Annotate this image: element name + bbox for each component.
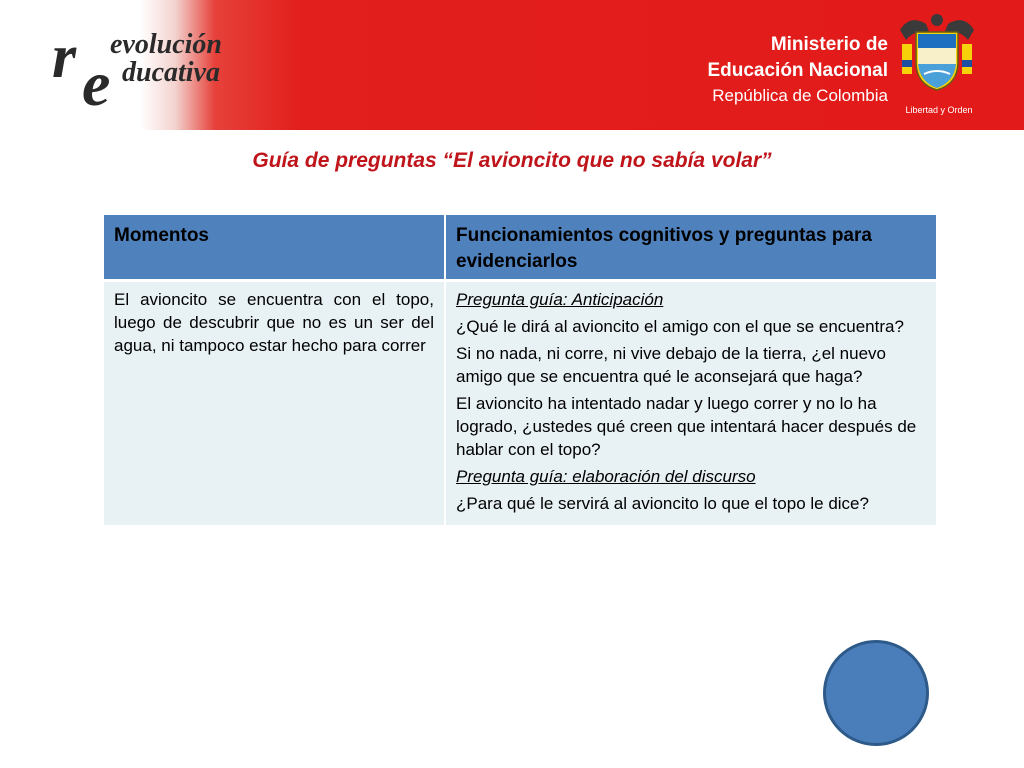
logo-line-1: evolución <box>110 29 222 60</box>
coat-of-arms-icon <box>896 10 978 92</box>
moment-text: El avioncito se encuentra con el topo, luego de descubrir que no es un ser del agua, ni tampoco estar hecho para correr <box>114 290 434 355</box>
logo-line-2: ducativa <box>122 57 220 88</box>
motto-text: Libertad y Orden <box>905 105 973 115</box>
page-title: Guía de preguntas “El avioncito que no sabía volar” <box>252 149 772 172</box>
question-text: ¿Para qué le servirá al avioncito lo que el topo le dice? <box>456 494 869 513</box>
ministry-line-2: Educación Nacional <box>707 60 888 81</box>
logo-letter-r: r <box>52 23 77 91</box>
logo-letter-e: e <box>82 48 111 119</box>
moment-cell <box>104 281 445 526</box>
revolucion-educativa-logo <box>52 23 272 119</box>
guide-question-heading: Pregunta guía: elaboración del discurso <box>456 467 756 486</box>
ministry-name <box>707 32 888 108</box>
table-row <box>104 281 936 526</box>
header-momentos: Momentos <box>104 215 445 281</box>
table-header-row <box>104 215 936 281</box>
ministry-line-3: República de Colombia <box>712 86 888 105</box>
header-funcionamientos: Funcionamientos cognitivos y preguntas para evidenciarlos <box>445 215 936 281</box>
guide-question-heading: Pregunta guía: Anticipación <box>456 290 664 309</box>
questions-cell <box>445 281 936 526</box>
ministry-line-1: Ministerio de <box>770 34 888 55</box>
question-text: El avioncito ha intentado nadar y luego correr y no lo ha logrado, ¿ustedes qué creen que intentará hacer después de hablar con el topo? <box>456 394 917 459</box>
questions-table <box>104 215 936 525</box>
question-text: ¿Qué le dirá al avioncito el amigo con el que se encuentra? <box>456 317 904 336</box>
question-text: Si no nada, ni corre, ni vive debajo de la tierra, ¿el nuevo amigo que se encuentra qué le aconsejará que haga? <box>456 344 886 386</box>
blue-circle-shape <box>823 640 929 746</box>
header-banner <box>0 0 1024 130</box>
